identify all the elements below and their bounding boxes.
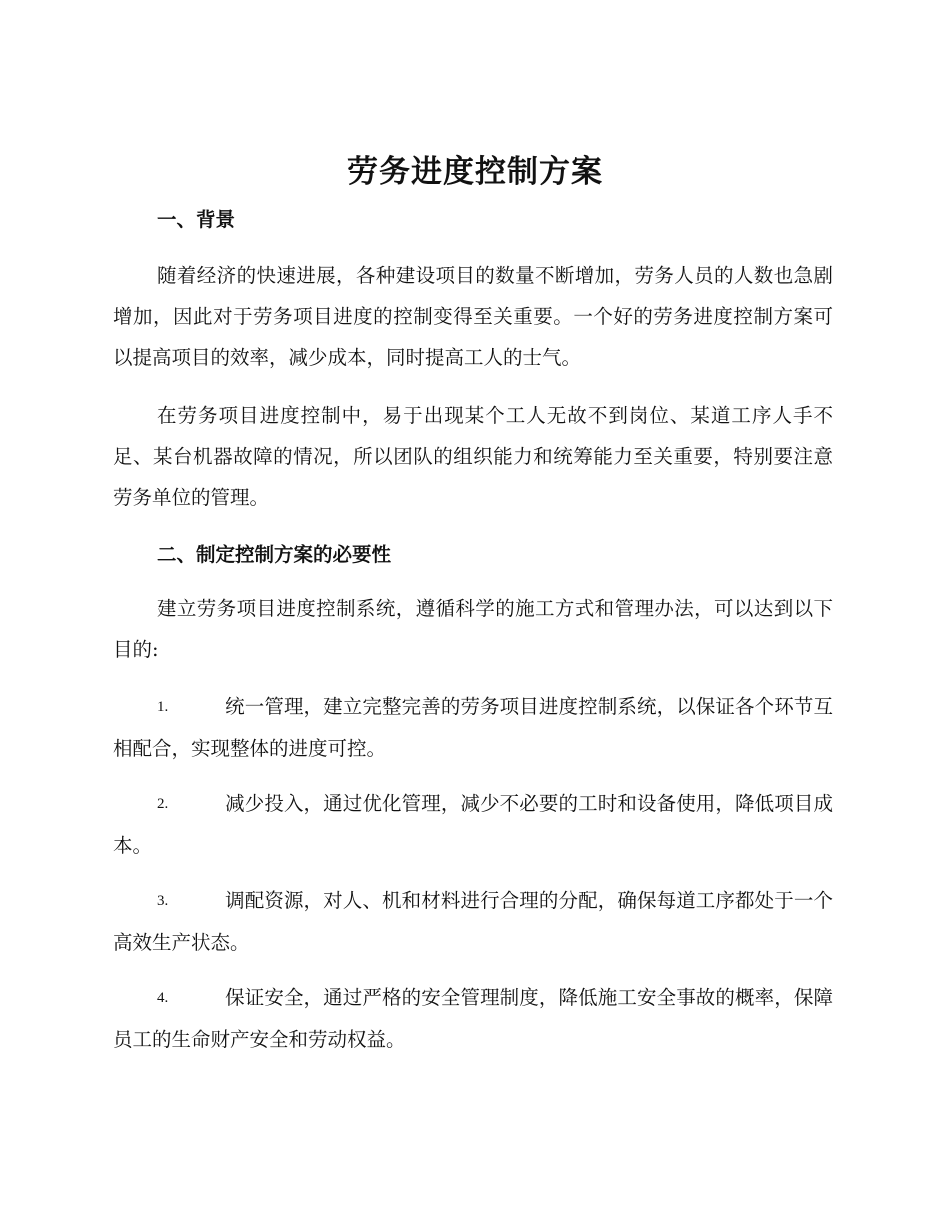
list-item-text: 调配资源，对人、机和材料进行合理的分配，确保每道工序都处于一个高效生产状态。 xyxy=(113,889,833,954)
paragraph-background-2: 在劳务项目进度控制中，易于出现某个工人无故不到岗位、某道工序人手不足、某台机器故障的情况，所以团队的组织能力和统筹能力至关重要，特别要注意劳务单位的管理。 xyxy=(113,404,833,509)
list-item xyxy=(113,977,833,1060)
list-item xyxy=(113,783,833,866)
paragraph-background-1: 随着经济的快速进展，各种建设项目的数量不断增加，劳务人员的人数也急剧增加，因此对于劳务项目进度的控制变得至关重要。一个好的劳务进度控制方案可以提高项目的效率，减少成本，同时提高工人的士气。 xyxy=(113,264,833,369)
list-item xyxy=(113,686,833,769)
list-item xyxy=(113,880,833,963)
section-heading-necessity: 二、制定控制方案的必要性 xyxy=(157,543,392,566)
list-item-number: 4. xyxy=(157,990,169,1006)
list-item-text: 保证安全，通过严格的安全管理制度，降低施工安全事故的概率，保障员工的生命财产安全和劳动权益。 xyxy=(113,986,833,1051)
list-item-text: 统一管理，建立完整完善的劳务项目进度控制系统，以保证各个环节互相配合，实现整体的进度可控。 xyxy=(113,695,833,760)
list-item-text: 减少投入，通过优化管理，减少不必要的工时和设备使用，降低项目成本。 xyxy=(113,792,833,857)
list-item-number: 2. xyxy=(157,796,169,812)
document-title: 劳务进度控制方案 xyxy=(347,154,603,190)
paragraph-necessity-intro: 建立劳务项目进度控制系统，遵循科学的施工方式和管理办法，可以达到以下目的: xyxy=(113,597,833,661)
list-item-number: 1. xyxy=(157,699,169,715)
list-item-number: 3. xyxy=(157,893,169,909)
section-heading-background: 一、背景 xyxy=(157,208,236,231)
